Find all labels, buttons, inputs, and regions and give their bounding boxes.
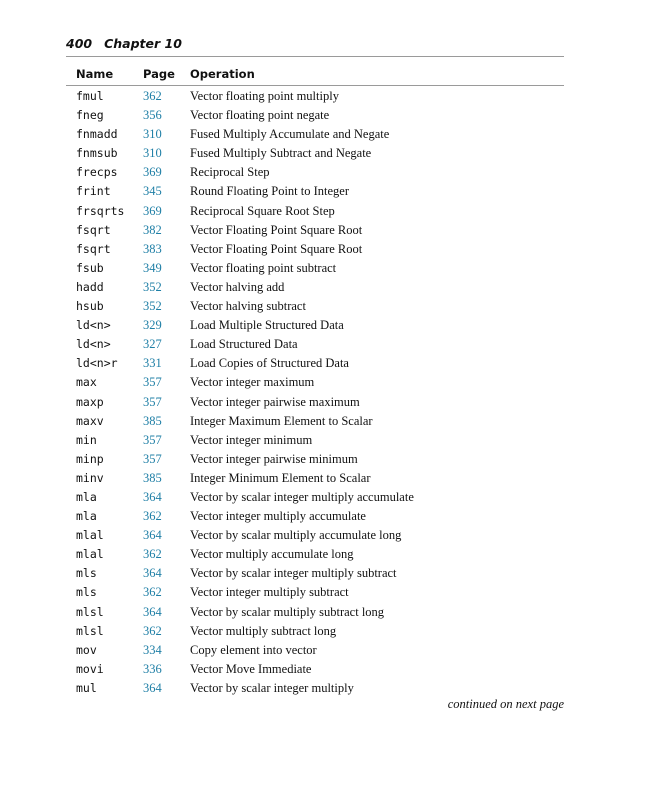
page-reference-link[interactable]: 385: [143, 413, 162, 428]
running-header: [66, 36, 564, 51]
instruction-name: mlsl: [76, 604, 104, 619]
instruction-name: ld<n>: [76, 318, 111, 333]
instruction-name: hsub: [76, 299, 104, 314]
operation-description: Vector multiply subtract long: [190, 623, 337, 638]
instruction-name: movi: [76, 661, 104, 676]
page-reference-link[interactable]: 310: [143, 127, 162, 142]
table-row: [66, 335, 564, 354]
page-reference-link[interactable]: 352: [143, 279, 162, 294]
operation-description: Vector integer maximum: [190, 375, 315, 390]
table-row: [66, 507, 564, 526]
instruction-name: max: [76, 375, 97, 390]
table-row: [66, 87, 564, 106]
table-row: [66, 545, 564, 564]
table-row: [66, 469, 564, 488]
page-reference-link[interactable]: 352: [143, 299, 162, 314]
table-row: [66, 679, 564, 698]
operation-description: Reciprocal Step: [190, 165, 270, 180]
instruction-name: maxv: [76, 413, 104, 428]
instruction-name: fnmsub: [76, 146, 118, 161]
column-header-name: Name: [76, 67, 114, 81]
operation-description: Fused Multiply Accumulate and Negate: [190, 127, 390, 142]
page-reference-link[interactable]: 385: [143, 470, 162, 485]
operation-description: Load Structured Data: [190, 337, 298, 352]
table-row: [66, 278, 564, 297]
table-row: [66, 564, 564, 583]
operation-description: Load Copies of Structured Data: [190, 356, 349, 371]
page-reference-link[interactable]: 345: [143, 184, 162, 199]
instruction-name: ld<n>r: [76, 356, 118, 371]
table-row: [66, 412, 564, 431]
page-reference-link[interactable]: 357: [143, 375, 162, 390]
page-reference-link[interactable]: 382: [143, 222, 162, 237]
continued-note: continued on next page: [447, 697, 564, 711]
operation-description: Vector Floating Point Square Root: [190, 222, 363, 237]
instruction-name: fsub: [76, 260, 104, 275]
page-reference-link[interactable]: 310: [143, 146, 162, 161]
operation-description: Vector by scalar integer multiply subtract: [190, 566, 397, 581]
instruction-name: hadd: [76, 279, 104, 294]
page-reference-link[interactable]: 331: [143, 356, 162, 371]
instruction-name: fsqrt: [76, 222, 111, 237]
operation-description: Vector floating point multiply: [190, 89, 339, 103]
operation-description: Load Multiple Structured Data: [190, 318, 344, 333]
page-reference-link[interactable]: 364: [143, 680, 162, 695]
table-row: [66, 641, 564, 660]
operation-description: Vector halving add: [190, 279, 285, 294]
table-row: [66, 144, 564, 163]
table-row: [66, 259, 564, 278]
page-reference-link[interactable]: 357: [143, 432, 162, 447]
page-reference-link[interactable]: 383: [143, 241, 162, 256]
page-reference-link[interactable]: 334: [143, 642, 162, 657]
table-row: [66, 603, 564, 622]
page-reference-link[interactable]: 364: [143, 566, 162, 581]
table-row: [66, 373, 564, 392]
operation-description: Vector Move Immediate: [190, 661, 312, 676]
operation-description: Integer Maximum Element to Scalar: [190, 413, 373, 428]
table-row: [66, 316, 564, 335]
instruction-name: mul: [76, 680, 97, 695]
instruction-name: fnmadd: [76, 127, 118, 142]
page-reference-link[interactable]: 336: [143, 661, 162, 676]
page-reference-link[interactable]: 362: [143, 547, 162, 562]
instruction-table: [66, 66, 564, 698]
table-row: [66, 622, 564, 641]
operation-description: Fused Multiply Subtract and Negate: [190, 146, 372, 161]
operation-description: Round Floating Point to Integer: [190, 184, 350, 199]
page-reference-link[interactable]: 364: [143, 528, 162, 543]
page-reference-link[interactable]: 362: [143, 509, 162, 524]
page-reference-link[interactable]: 329: [143, 318, 162, 333]
table-header: [66, 66, 564, 86]
operation-description: Vector by scalar integer multiply: [190, 680, 354, 695]
table-row: [66, 202, 564, 221]
instruction-name: mla: [76, 489, 97, 504]
operation-description: Integer Minimum Element to Scalar: [190, 470, 371, 485]
instruction-name: mlal: [76, 547, 104, 562]
operation-description: Vector integer pairwise minimum: [190, 451, 358, 466]
column-header-page: Page: [143, 67, 175, 81]
operation-description: Vector floating point subtract: [190, 260, 337, 275]
instruction-name: minv: [76, 470, 104, 485]
chapter-title: Chapter 10: [104, 36, 182, 51]
table-row: [66, 354, 564, 373]
page-reference-link[interactable]: 362: [143, 623, 162, 638]
page-reference-link[interactable]: 357: [143, 394, 162, 409]
table-body: [66, 86, 564, 698]
operation-description: Vector by scalar integer multiply accumulate: [190, 489, 414, 504]
column-header-operation: Operation: [190, 67, 255, 81]
instruction-name: minp: [76, 451, 104, 466]
page-reference-link[interactable]: 349: [143, 260, 162, 275]
instruction-name: fsqrt: [76, 241, 111, 256]
instruction-name: mov: [76, 642, 97, 657]
page-reference-link[interactable]: 364: [143, 604, 162, 619]
instruction-name: frecps: [76, 165, 118, 180]
table-row: [66, 240, 564, 259]
page-reference-link[interactable]: 364: [143, 489, 162, 504]
page-number: 400: [66, 36, 93, 51]
page-reference-link[interactable]: 369: [143, 203, 162, 218]
page-reference-link[interactable]: 362: [143, 89, 162, 103]
operation-description: Vector integer minimum: [190, 432, 313, 447]
table-row: [66, 450, 564, 469]
operation-description: Vector by scalar multiply subtract long: [190, 604, 385, 619]
instruction-name: frsqrts: [76, 203, 125, 218]
table-row: [66, 125, 564, 144]
table-row: [66, 106, 564, 125]
page-reference-link[interactable]: 327: [143, 337, 162, 352]
table-row: [66, 431, 564, 450]
page-reference-link[interactable]: 362: [143, 585, 162, 600]
table-row: [66, 221, 564, 240]
instruction-name: mla: [76, 509, 97, 524]
page-reference-link[interactable]: 369: [143, 165, 162, 180]
page-reference-link[interactable]: 356: [143, 108, 162, 123]
table-row: [66, 526, 564, 545]
operation-description: Vector integer multiply subtract: [190, 585, 349, 600]
table-row: [66, 583, 564, 602]
instruction-name: fneg: [76, 108, 104, 123]
operation-description: Vector multiply accumulate long: [190, 547, 354, 562]
operation-description: Copy element into vector: [190, 642, 317, 657]
table-row: [66, 182, 564, 201]
operation-description: Vector integer multiply accumulate: [190, 509, 366, 524]
operation-description: Vector halving subtract: [190, 299, 306, 314]
instruction-name: maxp: [76, 394, 104, 409]
operation-description: Vector integer pairwise maximum: [190, 394, 360, 409]
instruction-name: ld<n>: [76, 337, 111, 352]
table-row: [66, 660, 564, 679]
operation-description: Vector floating point negate: [190, 108, 330, 123]
instruction-name: frint: [76, 184, 111, 199]
instruction-name: mls: [76, 566, 97, 581]
header-rule: [66, 56, 564, 57]
instruction-name: fmul: [76, 89, 104, 103]
table-row: [66, 297, 564, 316]
instruction-name: mls: [76, 585, 97, 600]
page-reference-link[interactable]: 357: [143, 451, 162, 466]
instruction-name: min: [76, 432, 97, 447]
table-row: [66, 393, 564, 412]
instruction-name: mlal: [76, 528, 104, 543]
table-row: [66, 488, 564, 507]
instruction-name: mlsl: [76, 623, 104, 638]
operation-description: Reciprocal Square Root Step: [190, 203, 335, 218]
table-row: [66, 163, 564, 182]
operation-description: Vector Floating Point Square Root: [190, 241, 363, 256]
operation-description: Vector by scalar multiply accumulate long: [190, 528, 402, 543]
